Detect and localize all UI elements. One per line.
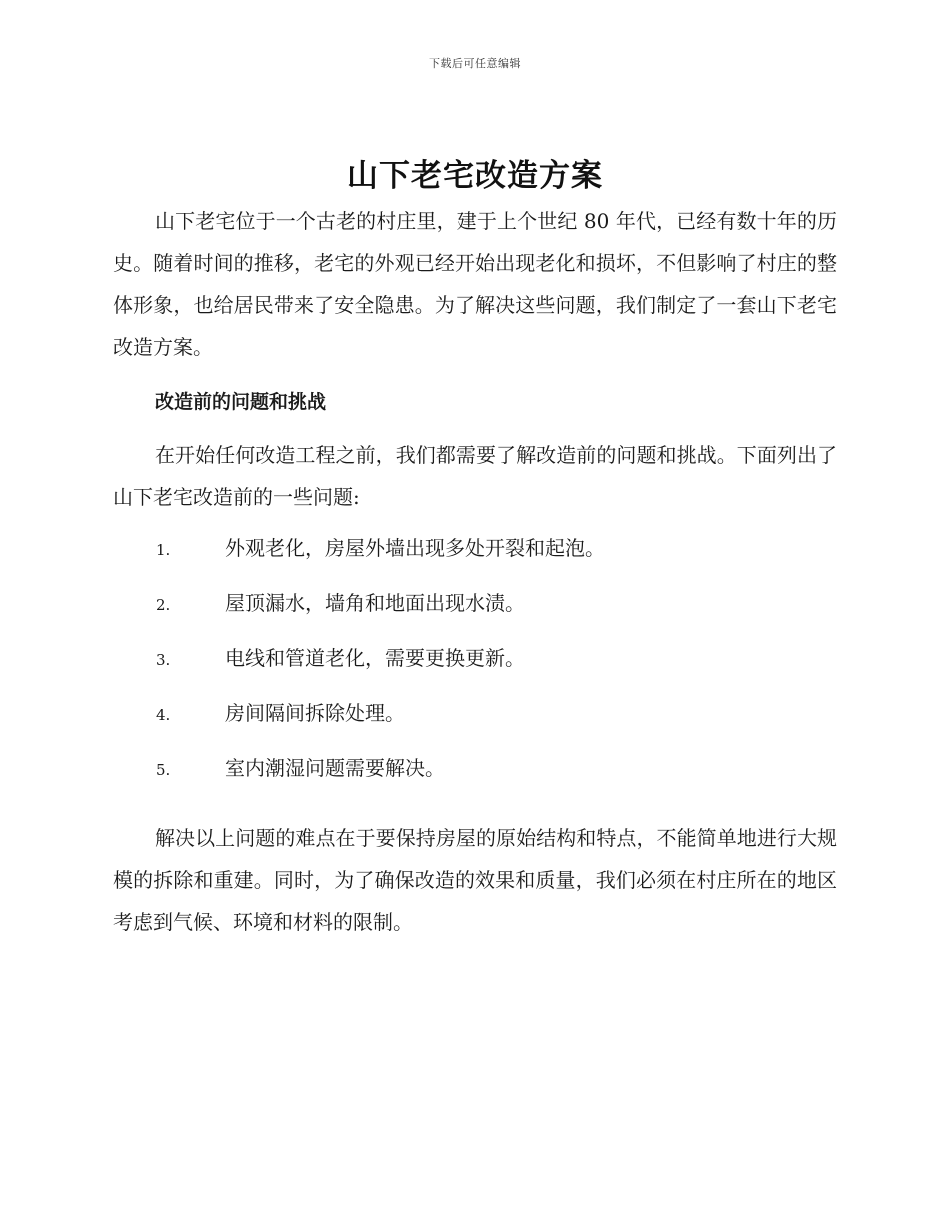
list-item-text: 房间隔间拆除处理。 xyxy=(225,701,405,725)
list-item-number: 5. xyxy=(156,761,171,779)
list-item-number: 4. xyxy=(156,706,171,724)
conclusion-paragraph: 解决以上问题的难点在于要保持房屋的原始结构和特点，不能简单地进行大规模的拆除和重建。同时，为了确保改造的效果和质量，我们必须在村庄所在的地区考虑到气候、环境和材料的限制。 xyxy=(113,826,837,934)
list-item-number: 2. xyxy=(156,596,171,614)
list-item xyxy=(113,587,837,642)
section-intro-paragraph: 在开始任何改造工程之前，我们都需要了解改造前的问题和挑战。下面列出了山下老宅改造前的一些问题: xyxy=(113,443,837,509)
list-item-number: 3. xyxy=(156,651,171,669)
section-heading: 改造前的问题和挑战 xyxy=(155,391,327,413)
document-body xyxy=(113,200,837,957)
list-item-text: 室内潮湿问题需要解决。 xyxy=(225,756,445,780)
list-item xyxy=(113,642,837,697)
list-item-text: 屋顶漏水，墙角和地面出现水渍。 xyxy=(225,591,525,615)
list-item xyxy=(113,752,837,807)
list-item-text: 电线和管道老化，需要更换更新。 xyxy=(225,646,525,670)
list-item-text: 外观老化，房屋外墙出现多处开裂和起泡。 xyxy=(225,536,605,560)
header-note: 下载后可任意编辑 xyxy=(429,57,521,70)
intro-paragraph: 山下老宅位于一个古老的村庄里，建于上个世纪 80 年代，已经有数十年的历史。随着时间的推移，老宅的外观已经开始出现老化和损坏，不但影响了村庄的整体形象，也给居民带来了安全隐患。为了解决这些问题，我们制定了一套山下老宅改造方案。 xyxy=(113,209,837,359)
list-item-number: 1. xyxy=(156,541,171,559)
list-item xyxy=(113,697,837,752)
document-title: 山下老宅改造方案 xyxy=(347,158,603,194)
list-item xyxy=(113,532,837,587)
problem-list xyxy=(113,532,837,807)
